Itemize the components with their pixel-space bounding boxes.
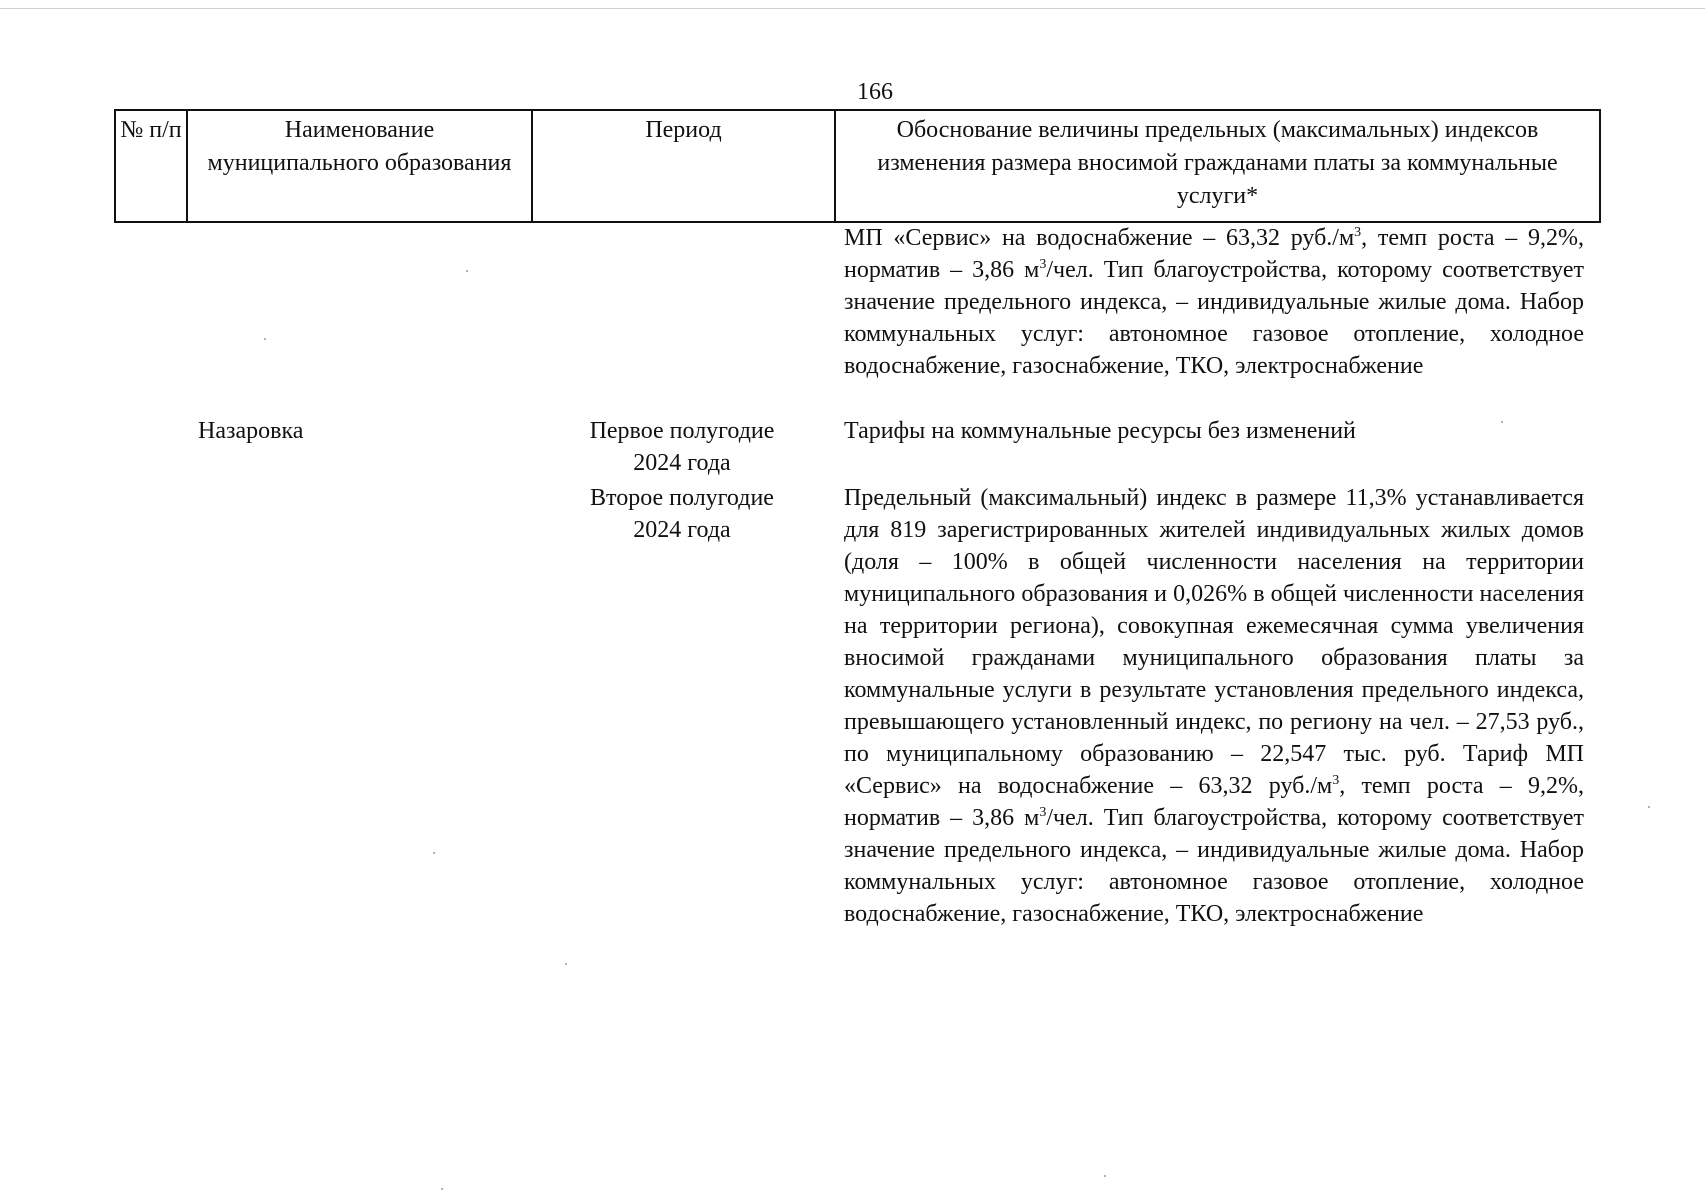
- table-header: [114, 109, 1601, 223]
- page-number: 166: [857, 79, 893, 105]
- scan-speck: [1648, 806, 1650, 808]
- header-num: № п/п: [115, 110, 187, 222]
- scan-speck: [433, 852, 435, 854]
- header-justification: Обоснование величины предельных (максимальных) индексов изменения размера вносимой гражданами платы за коммунальные услуги*: [835, 110, 1600, 222]
- scan-speck: [565, 963, 567, 965]
- continuation-paragraph: МП «Сервис» на водоснабжение – 63,32 $руб./м^3$, темп роста – 9,2%, норматив – 3,86 $м^3$/чел. Тип благоустройства, которому соответствует значение предельного индекса, – индивидуальные жилые дома. Набор коммунальных услуг: автономное газовое отопление, холодное водоснабжение, газоснабжение, ТКО, электроснабжение: [844, 225, 1585, 379]
- justification-first-half: Тарифы на коммунальные ресурсы без изменений: [844, 418, 1356, 444]
- justification-second-half: Предельный (максимальный) индекс в размере 11,3% устанавливается для 819 зарегистрированных жителей индивидуальных жилых домов (доля – 100% в общей численности населения на территории муниципального образования и 0,026% в общей численности населения на территории региона), совокупная ежемесячная сумма увеличения вносимой гражданами муниципального образования платы за коммунальные услуги в результате установления предельного индекса, превышающего установленный индекс, по региону на чел. – 27,53 руб., по муниципальному образованию – 22,547 тыс. руб. Тариф МП «Сервис» на водоснабжение – 63,32 $руб./м^3$, темп роста – 9,2%, норматив – 3,86 $м^3$/чел. Тип благоустройства, которому соответствует значение предельного индекса, – индивидуальные жилые дома. Набор коммунальных услуг: автономное газовое отопление, холодное водоснабжение, газоснабжение, ТКО, электроснабжение: [844, 485, 1585, 927]
- scan-speck: [264, 338, 266, 340]
- scan-speck: [1104, 1175, 1106, 1177]
- scan-speck: [1501, 421, 1503, 423]
- header-municipality: Наименование муниципального образования: [187, 110, 532, 222]
- header-period: Период: [532, 110, 835, 222]
- scan-speck: [441, 1188, 443, 1190]
- scan-speck: [466, 270, 468, 272]
- period-first-half: Первое полугодие 2024 года: [589, 418, 775, 476]
- period-second-half: Второе полугодие 2024 года: [590, 485, 774, 543]
- municipality-name: Назаровка: [198, 418, 304, 444]
- page-edge: [0, 8, 1705, 9]
